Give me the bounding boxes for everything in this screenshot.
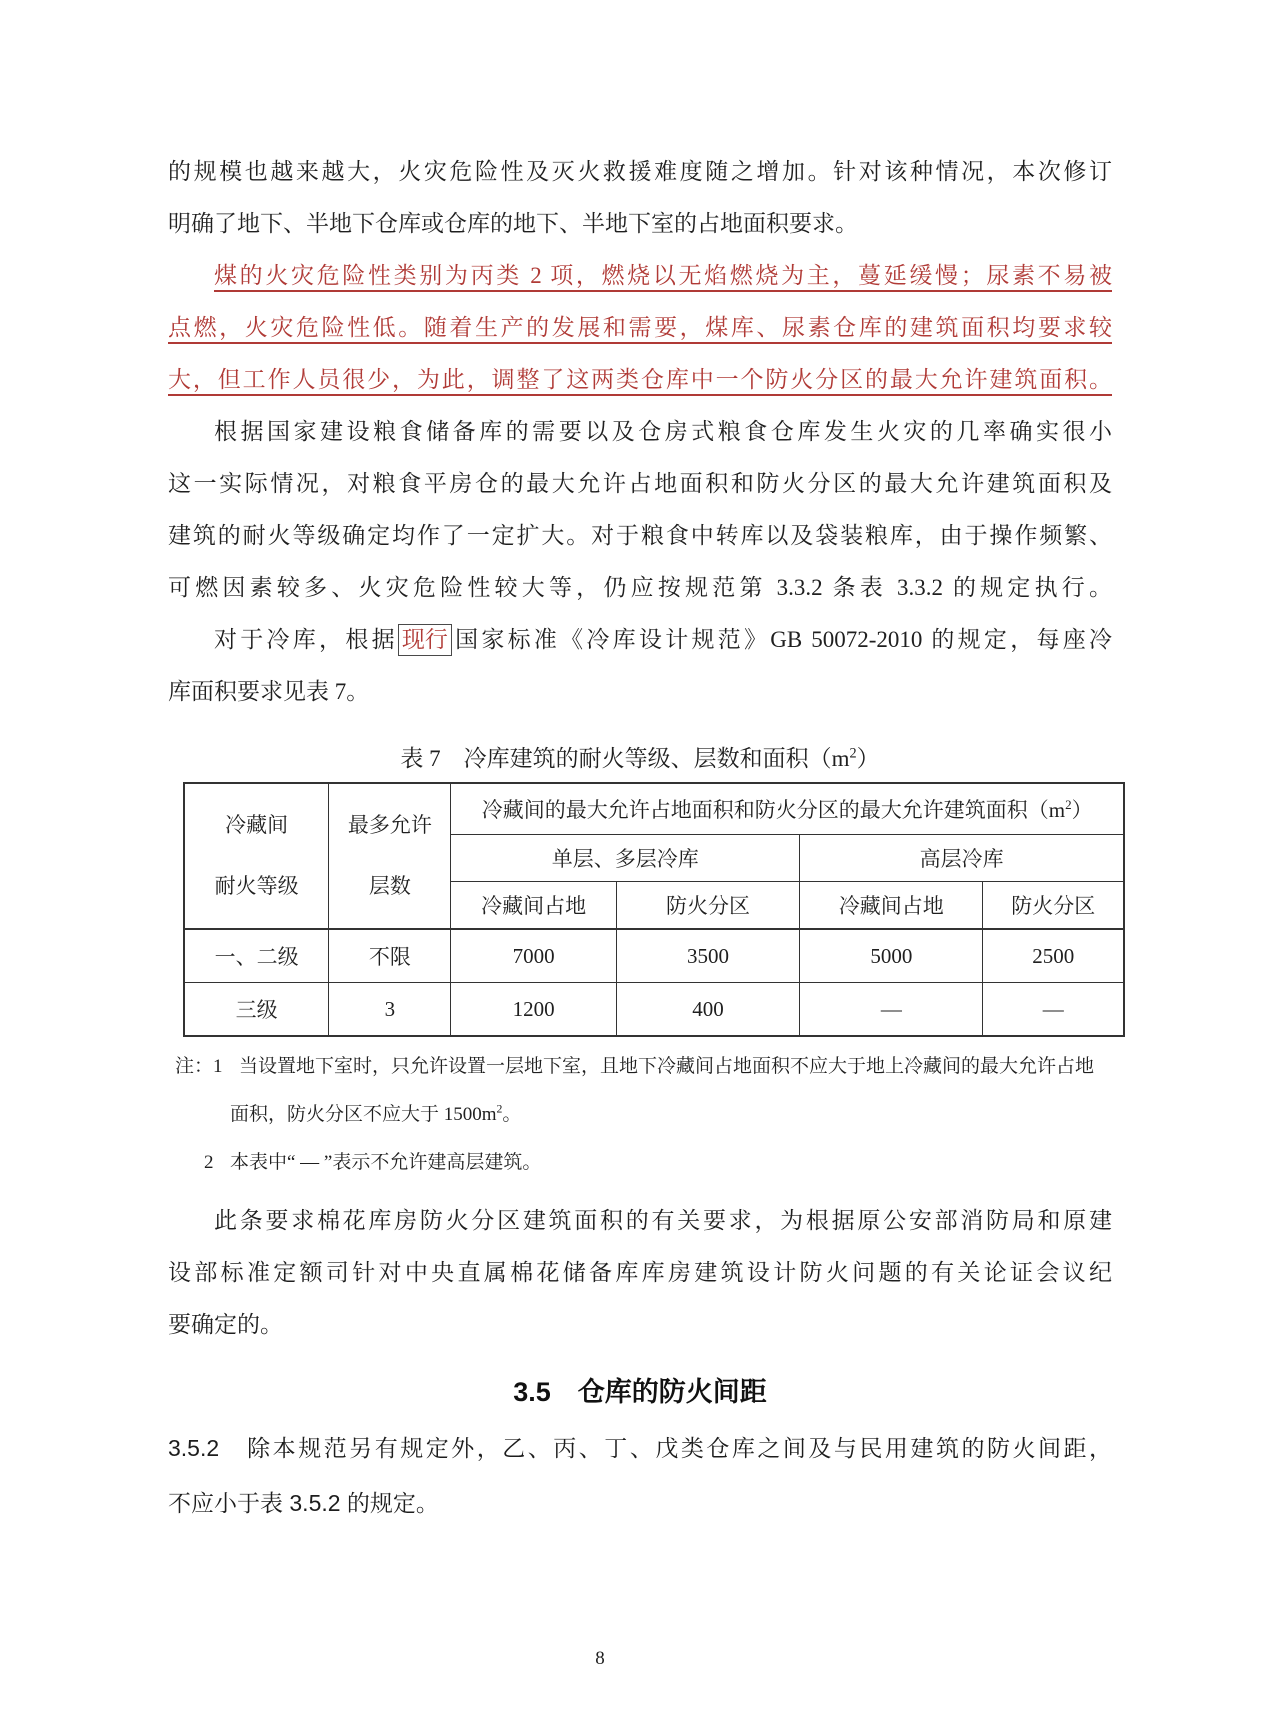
header-fire-rating: [184, 783, 329, 929]
section-heading-3-5: 3.5 仓库的防火间距: [513, 1377, 767, 1407]
table7-title-sup: 2: [849, 745, 857, 762]
table7-header-row-1: [184, 783, 1124, 835]
note-1-number: 1: [213, 1056, 223, 1077]
cell: 3: [329, 983, 451, 1037]
paragraph-grain-line-3: 建筑的耐火等级确定均作了一定扩大。对于粮食中转库以及袋装粮库，由于操作频繁、: [168, 523, 1112, 548]
cell: 不限: [329, 929, 451, 983]
note-1-line-1: [168, 1043, 1112, 1091]
page-content: [168, 146, 1112, 1531]
clause-3-5-2: [168, 1421, 1112, 1531]
cold-line-prefix: 对于冷库，根据: [214, 627, 398, 652]
paragraph-cotton-line-2: 设部标准定额司针对中央直属棉花储备库库房建筑设计防火问题的有关论证会议纪: [168, 1260, 1112, 1285]
table7: [183, 782, 1125, 1037]
header-max-floors: [329, 783, 451, 929]
header-span-title: [451, 783, 1124, 835]
header-max-floors-line2: 层数: [368, 874, 411, 898]
note-2: [168, 1139, 1112, 1187]
paragraph-grain-line-1: 根据国家建设粮食储备库的需要以及仓房式粮食仓库发生火灾的几率确实很小: [214, 419, 1112, 444]
cell: 2500: [983, 929, 1124, 983]
page-number: 8: [595, 1648, 605, 1669]
table7-title-text: 表 7 冷库建筑的耐火等级、层数和面积（m: [400, 746, 850, 771]
paragraph-cold-line-1: [168, 614, 1112, 666]
boxed-term-xianxing: 现行: [398, 624, 452, 656]
table7-title: [168, 738, 1112, 780]
header-span-text: 冷藏间的最大允许占地面积和防火分区的最大允许建筑面积（m: [481, 798, 1066, 822]
table7-title-close: ）: [856, 746, 880, 771]
note-1-text-cont: 面积，防火分区不应大于 1500m: [230, 1104, 497, 1125]
header-fire-rating-line1: 冷藏间: [225, 813, 289, 838]
cell: —: [800, 983, 983, 1037]
note-1-text: 当设置地下室时，只允许设置一层地下室，且地下冷藏间占地面积不应大于地上冷藏间的最大允许占地: [239, 1056, 1095, 1077]
cell: 三级: [184, 983, 329, 1037]
cell: 3500: [616, 929, 799, 983]
note-1-line-2: [168, 1091, 1112, 1139]
paragraph-revision-line-2: [168, 302, 1112, 354]
table7-row-grade3: [184, 983, 1124, 1037]
revision-text: 点燃，火灾危险性低。随着生产的发展和需要，煤库、尿素仓库的建筑面积均要求较: [168, 315, 1112, 340]
header-leaf-4: 防火分区: [983, 882, 1124, 930]
note-label: 注：: [175, 1056, 214, 1077]
paragraph-cotton-line-1: 此条要求棉花库房防火分区建筑面积的有关要求，为根据原公安部消防局和原建: [214, 1208, 1112, 1233]
header-max-floors-line1: 最多允许: [347, 813, 432, 838]
header-leaf-3: 冷藏间占地: [800, 882, 983, 930]
paragraph-grain-line-2: 这一实际情况，对粮食平房仓的最大允许占地面积和防火分区的最大允许建筑面积及: [168, 471, 1112, 496]
paragraph-revision-line-3: [168, 354, 1112, 406]
cell: 5000: [800, 929, 983, 983]
revision-text: 大，但工作人员很少，为此，调整了这两类仓库中一个防火分区的最大允许建筑面积。: [168, 367, 1112, 392]
header-leaf-1: 冷藏间占地: [451, 882, 616, 930]
note-2-number: 2: [204, 1152, 214, 1173]
paragraph-cotton-line-3: 要确定的。: [168, 1312, 283, 1337]
paragraph-revision-line-1: [168, 250, 1112, 302]
cell: 400: [616, 983, 799, 1037]
cell: 1200: [451, 983, 616, 1037]
revision-text: 煤的火灾危险性类别为丙类 2 项，燃烧以无焰燃烧为主，蔓延缓慢；尿素不易被: [214, 263, 1112, 288]
cold-line-suffix: 国家标准《冷库设计规范》GB 50072-2010 的规定，每座冷: [451, 627, 1112, 652]
table7-notes: [168, 1043, 1112, 1187]
paragraph-intro-line-1: 的规模也越来越大，火灾危险性及灭火救援难度随之增加。针对该种情况，本次修订: [168, 159, 1112, 184]
note-1-text-end: 。: [502, 1104, 522, 1125]
cell: 一、二级: [184, 929, 329, 983]
paragraph-grain-line-4: 可燃因素较多、火灾危险性较大等，仍应按规范第 3.3.2 条表 3.3.2 的规定执行。: [168, 575, 1112, 600]
clause-line-1: 3.5.2 除本规范另有规定外，乙、丙、丁、戊类仓库之间及与民用建筑的防火间距，: [168, 1435, 1112, 1461]
cell: —: [983, 983, 1124, 1037]
cell: 7000: [451, 929, 616, 983]
paragraph-intro-line-2: 明确了地下、半地下仓库或仓库的地下、半地下室的占地面积要求。: [168, 211, 858, 236]
paragraph-cold-line-2: 库面积要求见表 7。: [168, 679, 370, 704]
header-span-sup: 2: [1065, 797, 1072, 812]
header-span-close: ）: [1071, 798, 1093, 822]
header-group-lowrise: 单层、多层冷库: [451, 835, 800, 882]
note-2-text: 本表中“ — ”表示不允许建高层建筑。: [230, 1152, 542, 1173]
header-fire-rating-line2: 耐火等级: [214, 874, 299, 898]
header-leaf-2: 防火分区: [616, 882, 799, 930]
clause-line-2: 不应小于表 3.5.2 的规定。: [168, 1490, 439, 1516]
table7-row-grade12: [184, 929, 1124, 983]
header-group-highrise: 高层冷库: [800, 835, 1124, 882]
note-1-sup: 2: [496, 1102, 503, 1116]
